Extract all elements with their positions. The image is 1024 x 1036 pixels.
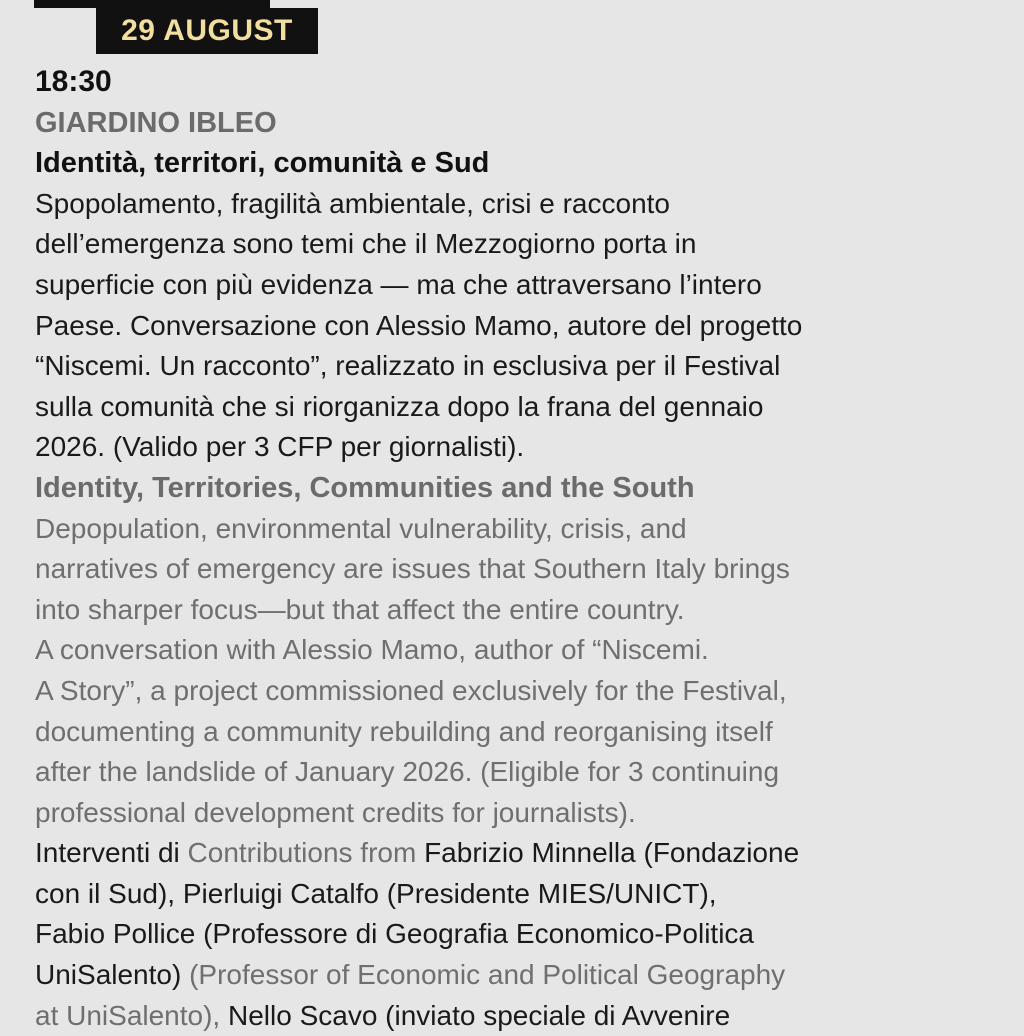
italian-title: Identità, territori, comunità e Sud bbox=[35, 147, 490, 180]
contributor-affiliation-it: UniSalento) bbox=[35, 959, 190, 991]
contributor-affiliation-en: (Professor of Economic and Political Geography bbox=[189, 959, 786, 991]
contributors-line bbox=[35, 996, 1010, 1036]
date-badge: 29 AUGUST bbox=[96, 8, 318, 54]
contributors-line: Fabio Pollice (Professore di Geografia Economico-Politica bbox=[35, 918, 754, 950]
contributors-line bbox=[35, 833, 1010, 874]
english-line: after the landslide of January 2026. (Eligible for 3 continuing bbox=[35, 756, 780, 788]
contributor-affiliation-en: at UniSalento), bbox=[35, 999, 228, 1031]
contributors-line: con il Sud), Pierluigi Catalfo (Presidente MIES/UNICT), bbox=[35, 877, 717, 909]
english-line: Depopulation, environmental vulnerability, crisis, and bbox=[35, 512, 687, 544]
italian-line: sulla comunità che si riorganizza dopo la frana del gennaio bbox=[35, 390, 764, 422]
italian-line: dell’emergenza sono temi che il Mezzogiorno porta in bbox=[35, 228, 697, 260]
italian-line: Paese. Conversazione con Alessio Mamo, autore del progetto bbox=[35, 309, 803, 341]
english-line: narratives of emergency are issues that Southern Italy brings bbox=[35, 553, 790, 585]
english-line: documenting a community rebuilding and reorganising itself bbox=[35, 715, 773, 747]
english-description bbox=[35, 509, 1010, 834]
top-bar bbox=[34, 0, 270, 8]
english-line: into sharper focus—but that affect the entire country. bbox=[35, 593, 685, 625]
italian-description bbox=[35, 184, 1010, 468]
italian-line: 2026. (Valido per 3 CFP per giornalisti). bbox=[35, 431, 525, 463]
english-line: A conversation with Alessio Mamo, author of “Niscemi. bbox=[35, 634, 709, 666]
italian-line: superficie con più evidenza — ma che attraversano l’intero bbox=[35, 268, 762, 300]
italian-line: Spopolamento, fragilità ambientale, crisi e racconto bbox=[35, 187, 671, 219]
event-content bbox=[35, 60, 1010, 1036]
contributor-name-it: Nello Scavo (inviato speciale di Avvenire bbox=[228, 999, 731, 1031]
contributors-label-it: Interventi di bbox=[35, 837, 188, 869]
english-line: A Story”, a project commissioned exclusively for the Festival, bbox=[35, 674, 787, 706]
event-venue: GIARDINO IBLEO bbox=[35, 106, 277, 139]
event-time: 18:30 bbox=[35, 65, 112, 98]
english-line: professional development credits for journalists). bbox=[35, 796, 636, 828]
contributors-line bbox=[35, 955, 1010, 996]
italian-line: “Niscemi. Un racconto”, realizzato in esclusiva per il Festival bbox=[35, 350, 781, 382]
contributors-names: Fabrizio Minnella (Fondazione bbox=[424, 837, 800, 869]
english-title: Identity, Territories, Communities and the South bbox=[35, 471, 695, 504]
contributors-label-en: Contributions from bbox=[187, 837, 425, 869]
contributors bbox=[35, 833, 1010, 1036]
